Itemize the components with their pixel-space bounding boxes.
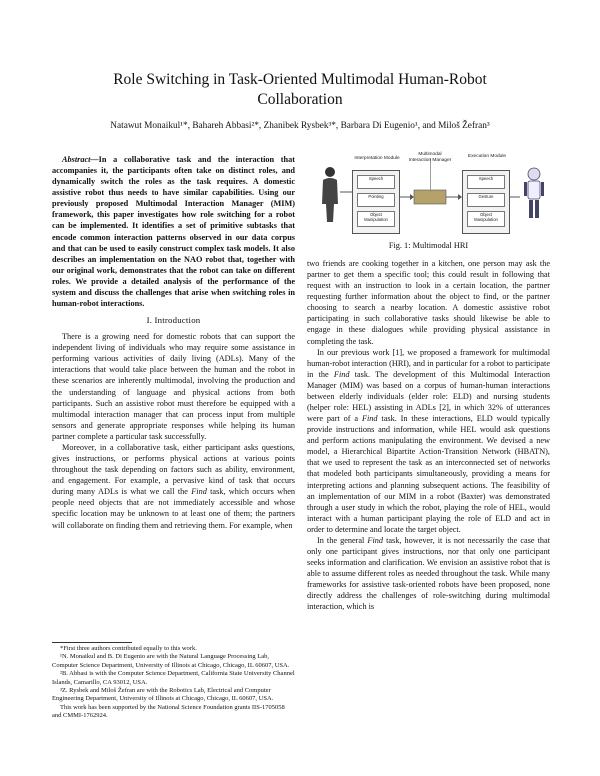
abstract-text: In a collaborative task and the interaction that accompanies it, the participants often take on distinct roles, and dynamically switch the roles as the task requires. A domestic assistive robot thus needs to have similar capabilities. Using our previously proposed Multimodal Interaction Manager (MIM) framework, this paper investigates how role switching for a robot can be implemented. It identifies a set of primitive subtasks that encode common interaction patterns observed in our data corpus and that can be used to easily construct complex task models. It also describes an implementation on the NAO robot that, together with our original work, demonstrates that the robot can take on different roles. We provide a detailed analysis of the performance of the system and discuss the challenges that arise when switching roles in human-robot interactions.	[52, 155, 295, 309]
right-paragraph-2	[307, 347, 550, 535]
footnote-equal-contribution: *First three authors contributed equally to this work.	[60, 645, 197, 652]
find-task-term-1: Find	[333, 369, 350, 379]
intro-p2-part-b: task, which occurs when people need objects that are not immediately accessible and whose specific location may be unknown to at least one of them; the partners will collaborate on finding them and retrieving them. For example, when	[52, 487, 295, 530]
right-p2-part-a: In our previous work [1], we proposed a framework for multimodal human-robot interaction (HRI), and in particular for a robot to participate in the	[307, 347, 550, 379]
output-speech: Speech	[467, 175, 505, 189]
find-task-term-3: Find	[367, 535, 384, 545]
left-column	[52, 154, 295, 531]
section-heading-introduction: I. Introduction	[146, 315, 201, 326]
mim-label: Multimodal Interaction Manager	[408, 152, 452, 163]
interpretation-module-box	[352, 170, 400, 234]
abstract	[52, 154, 295, 309]
figure-multimodal-hri	[318, 152, 550, 234]
output-object-manipulation: Object Manipulation	[467, 211, 505, 227]
intro-paragraph-2	[52, 442, 295, 531]
input-speech: Speech	[357, 175, 395, 189]
input-pointing: Pointing	[357, 193, 395, 207]
find-task-term: Find	[191, 487, 207, 497]
mim-block	[414, 190, 446, 204]
paper-title	[40, 70, 560, 110]
right-p3-part-a: In the general	[317, 535, 368, 545]
right-p2-part-b: task. The development of this Multimodal Interaction Manager (MIM) was based on a corpus of human-human interactions between elderly individuals (elder role: ELD) and nursing students (helper role: HEL) assisting in ADLs [2], in which 32% of utterances were part of a	[307, 369, 551, 424]
author-list: Natawut Monaikul¹*, Bahareh Abbasi²*, Zhanibek Rysbek³*, Barbara Di Eugenio¹, and Miloš Žefran³	[110, 121, 490, 131]
output-gesture: Gesture	[467, 193, 505, 207]
footnote-rule	[52, 642, 132, 643]
title-line-1: Role Switching in Task-Oriented Multimodal Human-Robot	[113, 71, 487, 88]
footnote-affiliation-3: ³Z. Rysbek and Miloš Žefran are with the Robotics Lab, Electrical and Computer Engineering Department, University of Illinois at Chicago, Chicago, IL 60607, USA.	[52, 687, 274, 703]
interpretation-module-label: Interpretation Module	[354, 156, 400, 161]
intro-paragraph-1: There is a growing need for domestic robots that can support the independent living of individuals who may require some assistance in performing various activities of daily living (ADLs). Many of the interactions that would take place between the human and the robot in these scenarios are inherently multimodal, involving the production and the understanding of language and physical actions from both participants. Such an assistive robot must therefore be equipped with a multimodal interaction manager that can process input from multiple sensors and generate appropriate responses while helping its human partner complete a particular task successfully.	[52, 332, 295, 441]
find-task-term-2: Find	[361, 414, 378, 424]
footnotes	[52, 642, 295, 721]
execution-module-box	[462, 170, 510, 234]
input-object-manipulation: Object Manipulation	[357, 211, 395, 227]
intro-p2-part-a: Moreover, in a collaborative task, either participant asks questions, gives instructions, or performs physical actions at various points throughout the task depending on factors such as ability, environment, and engagement. For example, a pervasive kind of task that occurs during many ADLs is what we call the	[52, 442, 295, 497]
right-p2-part-c: task. In these interactions, ELD would typically provide instructions and information, while HEL would ask questions and perform actions manipulating the environment. We devised a new model, a Hierarchical Bipartite Action-Transition Network (HBATN), that we used to represent the task as an interconnected set of networks that modeled both participants simultaneously, providing a means for interpreting actions and planning subsequent actions. The feasibility of an implementation of our MIM in a robot (Baxter) was demonstrated through a user study in which the robot, playing the role of HEL, would interact with a human participant playing the role of ELD and act in order to determine and locate the target object.	[307, 414, 550, 534]
human-figure-icon	[322, 167, 338, 222]
right-paragraph-3	[307, 535, 550, 613]
right-p3-part-b: task, however, it is not necessarily the case that only one participant gives instructions, nor that only one participant seeks information and clarification. We envision an assistive robot that is able to assume different roles as needed throughout the task. While many frameworks for assistive task-oriented robots have been proposed, none directly address the challenges of role-switching during multimodal interaction, which is	[307, 535, 550, 612]
right-column	[307, 258, 550, 613]
footnote-affiliation-2: ²B. Abbasi is with the Computer Science Department, California State University Channel Islands, Camarillo, CA 93012, USA.	[52, 670, 295, 686]
title-line-2: Collaboration	[257, 91, 343, 108]
robot-icon	[524, 168, 544, 218]
footnote-affiliation-1: ¹N. Monaikul and B. Di Eugenio are with the Natural Language Processing Lab, Computer Science Department, University of Illinois at Chicago, Chicago, IL 60607, USA.	[52, 653, 290, 669]
execution-module-label: Execution Module	[467, 154, 507, 159]
footnote-funding: This work has been supported by the National Science Foundation grants IIS-1705058 and CMMI-1762924.	[52, 703, 285, 720]
abstract-label: Abstract—	[62, 155, 99, 164]
figure-caption: Fig. 1: Multimodal HRI	[388, 241, 469, 250]
right-paragraph-1: two friends are cooking together in a kitchen, one person may ask the partner to get them a specific tool; this could result in following that request with an instruction to look in a certain location, the partner requesting further information about the object to find, or the partner choosing to search a nearby location. A domestic assistive robot participating in such collaborative tasks should likewise be able to engage in these dialogues while providing physical assistance in completing the task.	[307, 259, 550, 346]
